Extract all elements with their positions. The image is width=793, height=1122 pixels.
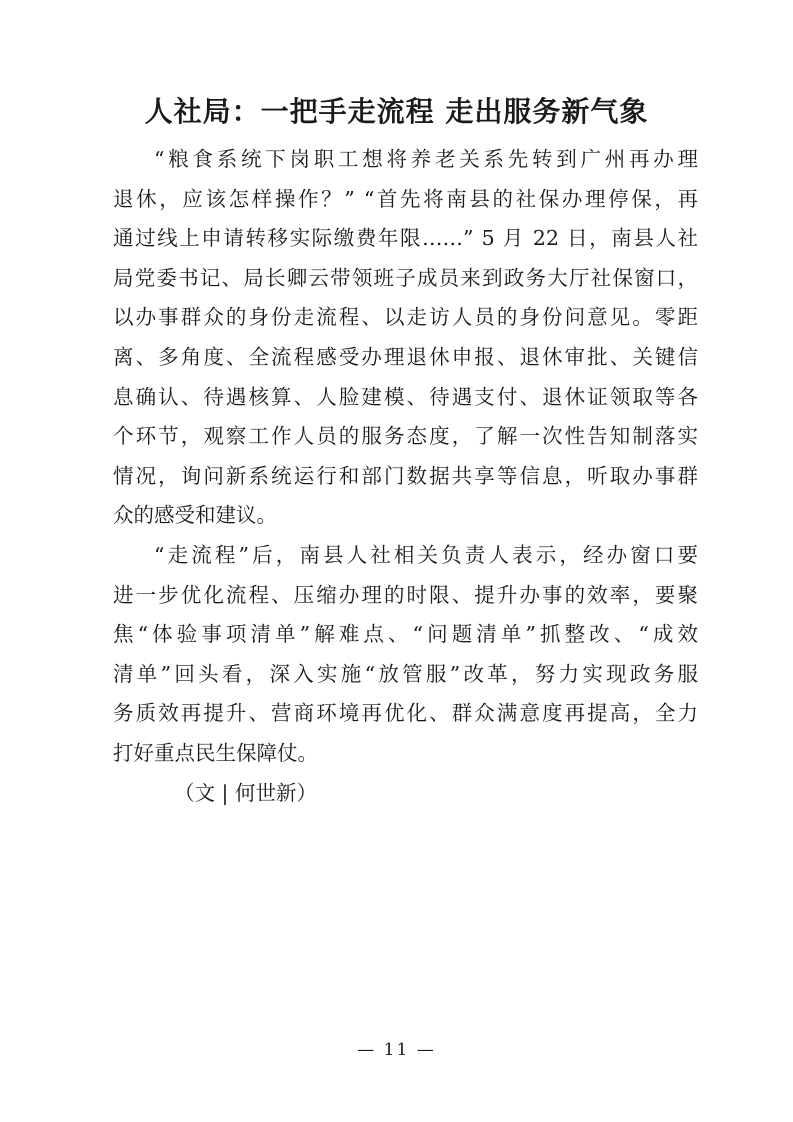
page-number: — 11 — <box>357 1040 436 1060</box>
paragraph-line: 进一步优化流程、压缩办理的时限、提升办事的效率，要聚 <box>113 582 698 607</box>
article-title: 人社局：一把手走流程 走出服务新气象 <box>144 95 649 128</box>
paragraph-line: 局党委书记、局长卿云带领班子成员来到政务大厅社保窗口， <box>113 265 698 290</box>
paragraph-line: 众的感受和建议。 <box>113 503 277 528</box>
paragraph-line: “走流程”后，南县人社相关负责人表示，经办窗口要 <box>154 542 698 567</box>
paragraph-line: 退休，应该怎样操作？” “首先将南县的社保办理停保，再 <box>113 186 698 211</box>
paragraph-line: 焦“体验事项清单”解难点、“问题清单”抓整改、“成效 <box>113 622 698 647</box>
paragraph-line: 息确认、待遇核算、人脸建模、待遇支付、退休证领取等各 <box>113 384 698 409</box>
paragraph-1 <box>113 140 698 536</box>
article-byline: （文 | 何世新） <box>174 780 317 805</box>
paragraph-line: “粮食系统下岗职工想将养老关系先转到广州再办理 <box>154 147 698 171</box>
paragraph-line: 个环节，观察工作人员的服务态度，了解一次性告知制落实 <box>113 424 698 449</box>
paragraph-line: 情况，询问新系统运行和部门数据共享等信息，听取办事群 <box>113 463 698 488</box>
paragraph-2 <box>113 536 698 774</box>
paragraph-line: 通过线上申请转移实际缴费年限……” 5 月 22 日，南县人社 <box>113 226 698 251</box>
paragraph-line: 以办事群众的身份走流程、以走访人员的身份问意见。零距 <box>113 305 698 330</box>
paragraph-line: 清单”回头看，深入实施“放管服”改革，努力实现政务服 <box>113 661 698 686</box>
paragraph-line: 打好重点民生保障仗。 <box>113 740 318 765</box>
article-body <box>113 140 698 813</box>
paragraph-line: 务质效再提升、营商环境再优化、群众满意度再提高，全力 <box>113 701 698 726</box>
paragraph-line: 离、多角度、全流程感受办理退休申报、退休审批、关键信 <box>113 344 698 369</box>
